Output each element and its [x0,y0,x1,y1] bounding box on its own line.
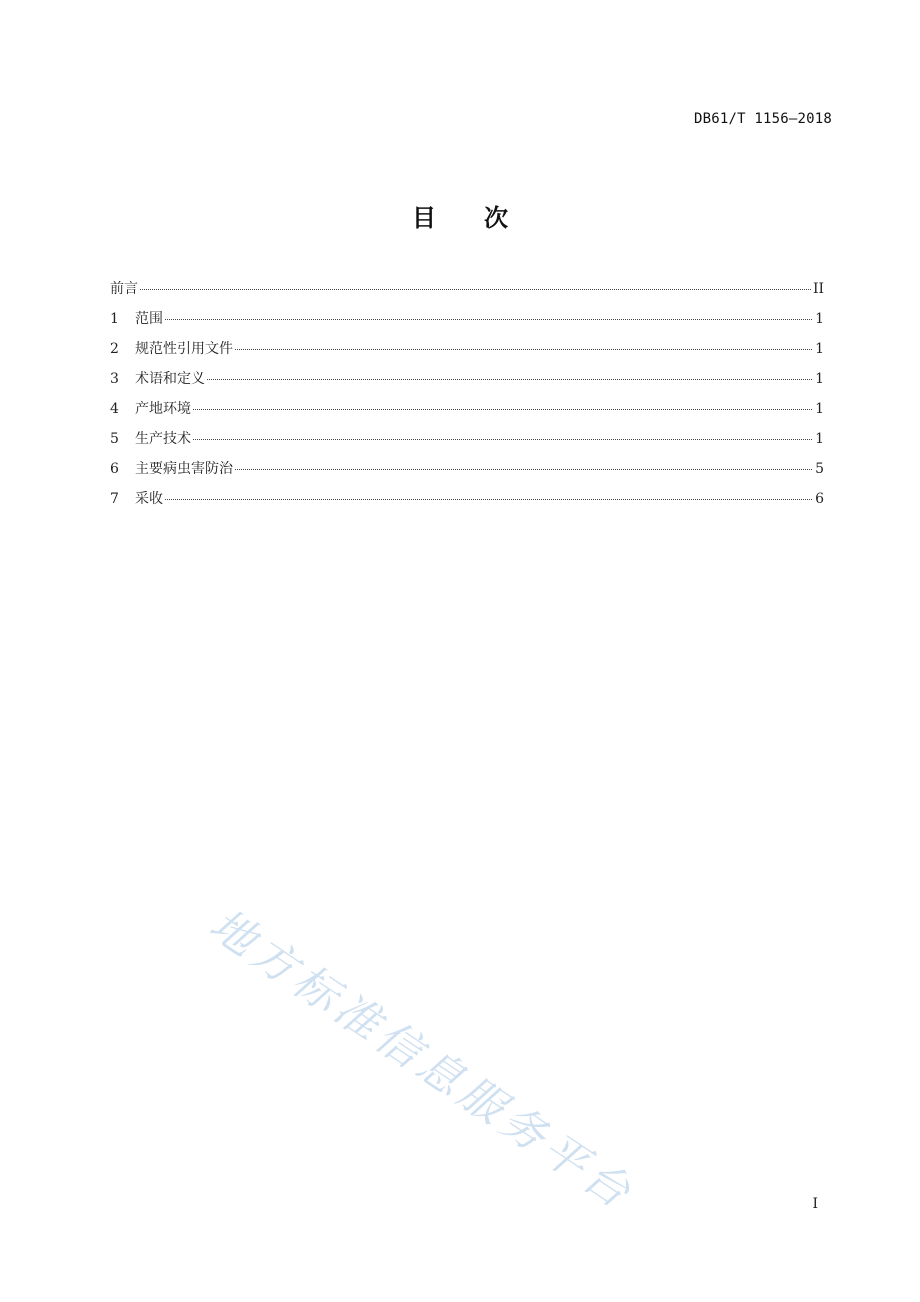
toc-entry[interactable] [110,278,824,308]
dot-leader [165,319,812,320]
title-part-1: 目 [412,204,436,232]
toc-page: 5 [815,461,824,477]
dot-leader [235,469,812,470]
doc-code: DB61/T 1156—2018 [693,111,832,127]
toc-label: 生产技术 [135,431,191,447]
toc-page: 1 [815,371,824,387]
toc-page: 6 [815,491,824,507]
toc-page: 1 [815,401,824,417]
watermark: 地方标准信息服务平台 [200,899,644,1221]
toc-number: 4 [110,401,119,417]
toc-page: 1 [815,431,824,447]
toc-label: 前言 [110,281,138,297]
dot-leader [140,289,811,290]
toc-entry[interactable] [110,308,824,338]
toc-entry[interactable] [110,458,824,488]
toc-number: 5 [110,431,119,447]
toc-page: 1 [815,311,824,327]
page-number: I [812,1196,818,1212]
toc-label: 术语和定义 [135,371,205,387]
toc-entry[interactable] [110,488,824,518]
toc-entry[interactable] [110,428,824,458]
dot-leader [235,349,812,350]
table-of-contents [110,278,824,518]
toc-entry[interactable] [110,368,824,398]
toc-entry[interactable] [110,338,824,368]
dot-leader [165,499,812,500]
toc-number: 7 [110,491,119,507]
dot-leader [193,439,812,440]
toc-number: 2 [110,341,119,357]
page-title [0,198,920,233]
toc-label: 范围 [135,311,163,327]
dot-leader [193,409,812,410]
toc-number: 3 [110,371,119,387]
toc-page: 1 [815,341,824,357]
toc-label: 主要病虫害防治 [135,461,233,477]
toc-page: II [812,281,824,297]
title-part-2: 次 [484,204,508,232]
toc-label: 规范性引用文件 [135,341,233,357]
toc-entry[interactable] [110,398,824,428]
toc-number: 1 [110,311,119,327]
dot-leader [207,379,812,380]
toc-number: 6 [110,461,119,477]
toc-label: 采收 [135,491,163,507]
toc-label: 产地环境 [135,401,191,417]
